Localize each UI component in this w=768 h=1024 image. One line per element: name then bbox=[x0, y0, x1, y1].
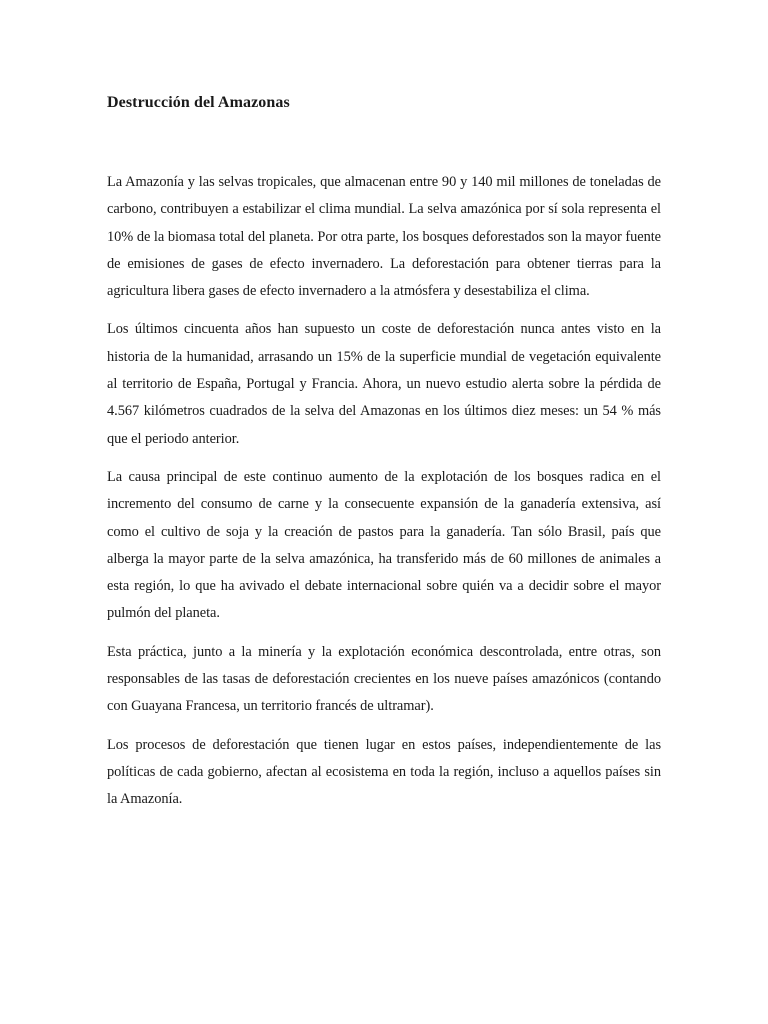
document-title: Destrucción del Amazonas bbox=[107, 94, 290, 111]
paragraph: Los procesos de deforestación que tienen lugar en estos países, independientemente de las políticas de cada gobierno, afectan al ecosistema en toda la región, incluso a aquellos países sin la Amazonía. bbox=[107, 736, 661, 808]
document-body bbox=[107, 169, 661, 825]
paragraph: Los últimos cincuenta años han supuesto un coste de deforestación nunca antes visto en la historia de la humanidad, arrasando un 15% de la superficie mundial de vegetación equivalente al territorio de España, Portugal y Francia. Ahora, un nuevo estudio alerta sobre la pérdida de 4.567 kilómetros cuadrados de la selva del Amazonas en los últimos diez meses: un 54 % más que el periodo anterior. bbox=[107, 321, 661, 447]
paragraph: Esta práctica, junto a la minería y la explotación económica descontrolada, entre otras, son responsables de las tasas de deforestación crecientes en los nueve países amazónicos (contando con Guayana Francesa, un territorio francés de ultramar). bbox=[107, 643, 661, 715]
paragraph: La causa principal de este continuo aumento de la explotación de los bosques radica en el incremento del consumo de carne y la consecuente expansión de la ganadería extensiva, así como el cultivo de soja y la creación de pastos para la ganadería. Tan sólo Brasil, país que alberga la mayor parte de la selva amazónica, ha transferido más de 60 millones de animales a esta región, lo que ha avivado el debate internacional sobre quién va a decidir sobre el mayor pulmón del planeta. bbox=[107, 468, 661, 622]
paragraph: La Amazonía y las selvas tropicales, que almacenan entre 90 y 140 mil millones de toneladas de carbono, contribuyen a estabilizar el clima mundial. La selva amazónica por sí sola representa el 10% de la biomasa total del planeta. Por otra parte, los bosques deforestados son la mayor fuente de emisiones de gases de efecto invernadero. La deforestación para obtener tierras para la agricultura libera gases de efecto invernadero a la atmósfera y desestabiliza el clima. bbox=[107, 174, 661, 300]
